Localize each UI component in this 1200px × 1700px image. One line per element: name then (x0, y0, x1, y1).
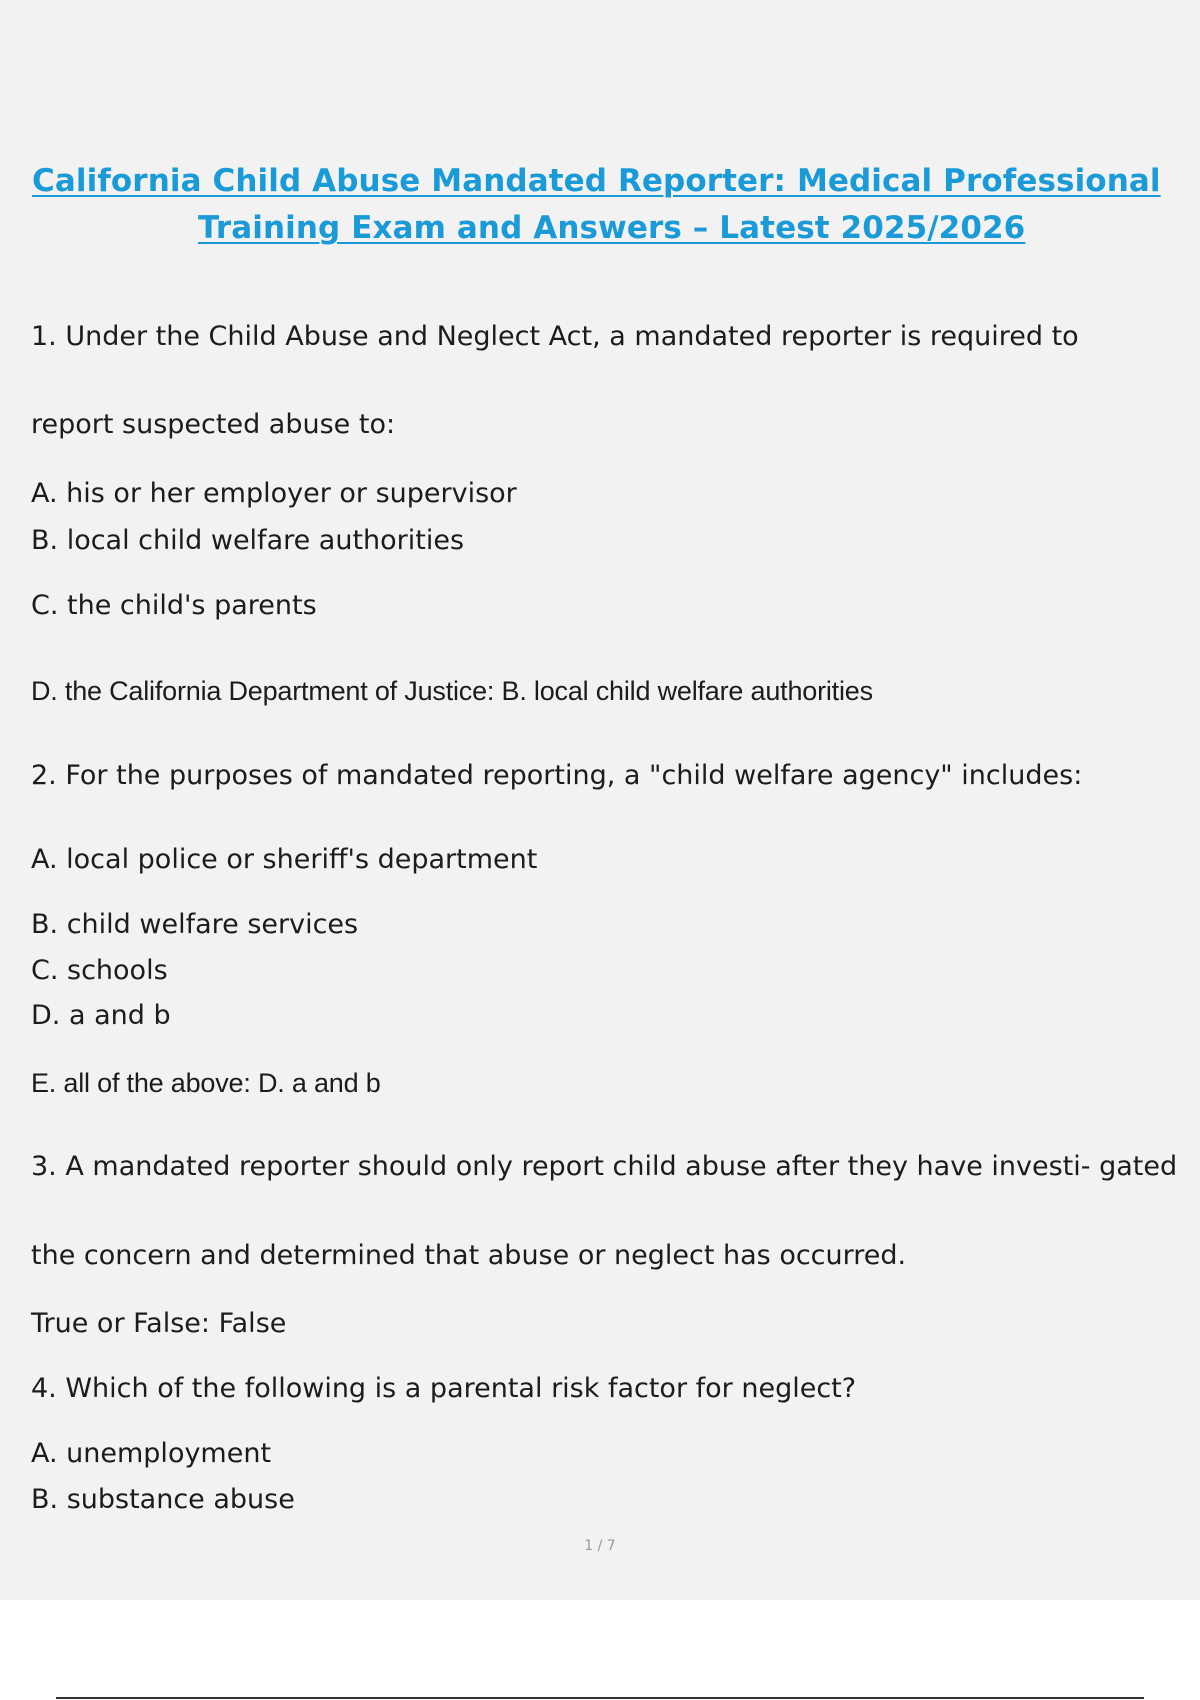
bottom-divider (56, 1697, 1144, 1699)
question-3-text-continued: the concern and determined that abuse or neglect has occurred. (31, 1240, 907, 1271)
question-1-option-a: A. his or her employer or supervisor (31, 478, 517, 509)
question-2-option-d: D. a and b (31, 1000, 171, 1031)
question-2-text: 2. For the purposes of mandated reporting, a "child welfare agency" includes: (31, 760, 1083, 791)
document-title-line-1: California Child Abuse Mandated Reporter: Medical Professional (32, 163, 1161, 199)
question-1-option-b: B. local child welfare authorities (31, 525, 465, 556)
question-1-option-c: C. the child's parents (31, 590, 317, 621)
question-2-option-a: A. local police or sheriff's department (31, 844, 538, 875)
question-4-text: 4. Which of the following is a parental risk factor for neglect? (31, 1373, 857, 1404)
question-2-option-c: C. schools (31, 955, 168, 986)
question-1-text: 1. Under the Child Abuse and Neglect Act, a mandated reporter is required to (31, 321, 1079, 352)
document-title-line-2: Training Exam and Answers – Latest 2025/2026 (198, 210, 1026, 246)
question-3-text: 3. A mandated reporter should only report child abuse after they have investi- gated (31, 1151, 1178, 1182)
question-1-text-continued: report suspected abuse to: (31, 409, 396, 440)
question-4-option-a: A. unemployment (31, 1438, 272, 1469)
question-1-option-d-with-answer: D. the California Department of Justice: B. local child welfare authorities (31, 676, 873, 706)
question-2-option-b: B. child welfare services (31, 909, 359, 940)
page-number: 1 / 7 (584, 1538, 616, 1554)
question-2-option-e-with-answer: E. all of the above: D. a and b (31, 1068, 381, 1098)
question-4-option-b: B. substance abuse (31, 1484, 295, 1515)
question-3-answer: True or False: False (31, 1308, 287, 1339)
